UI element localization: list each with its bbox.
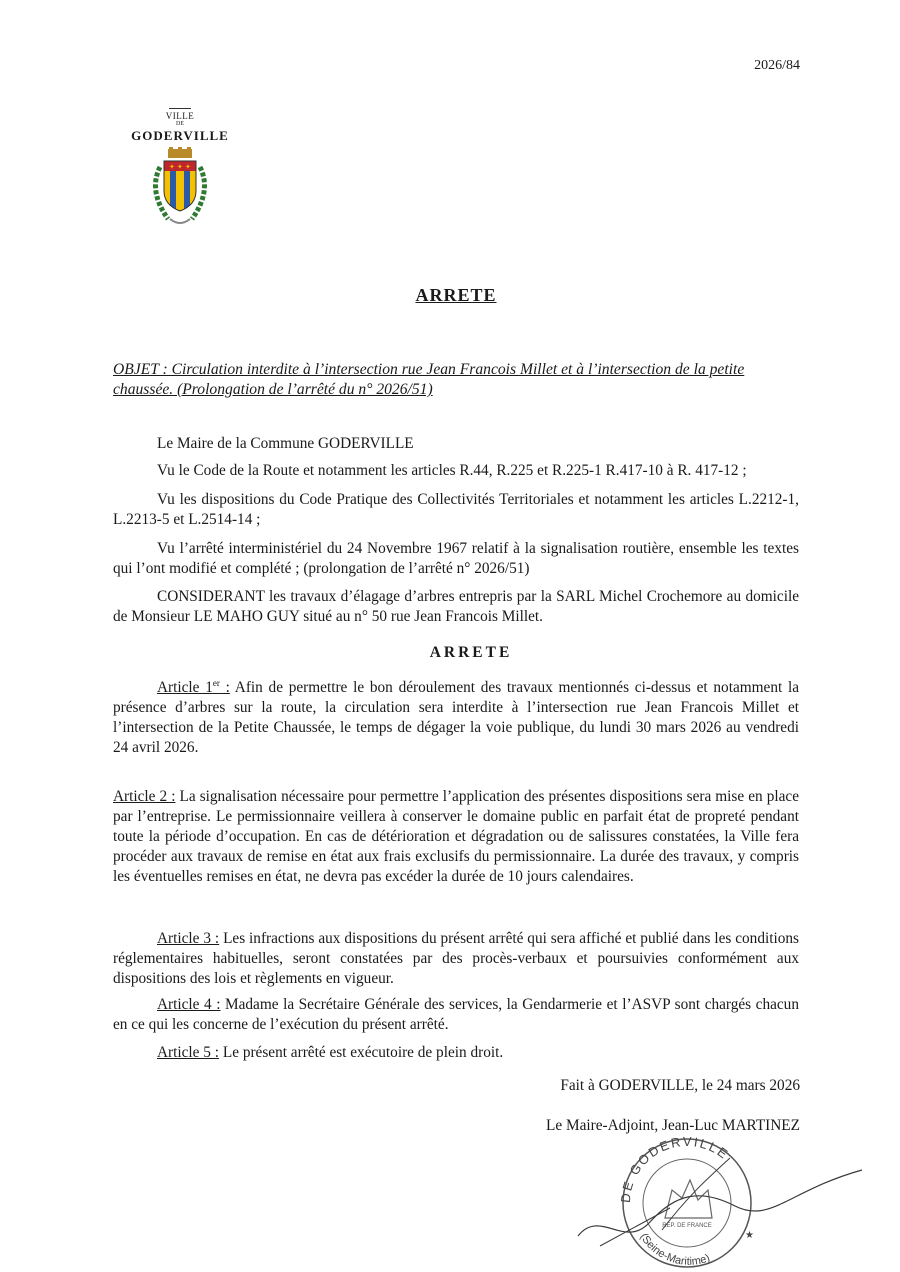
article-label: Article 1er :: [157, 678, 230, 697]
svg-text:✦: ✦: [185, 163, 191, 171]
stamp-inner-ring: [643, 1159, 731, 1247]
article-label: Article 2 :: [113, 788, 176, 805]
article-label: Article 5 :: [157, 1044, 220, 1061]
logo-town-name: GODERVILLE: [131, 128, 229, 143]
article-label: Article 4 :: [157, 996, 221, 1013]
article-5: [113, 1043, 799, 1063]
article-1: [113, 673, 799, 758]
document-subject: OBJET : Circulation interdite à l’intersection rue Jean Francois Millet et à l’intersection de la petite chaussée. (Prolongation de l’arrêté du n° 2026/51): [113, 361, 745, 398]
town-logo: [120, 108, 240, 233]
coat-of-arms-icon: [142, 147, 218, 229]
logo-ville-text: VILLE: [165, 111, 195, 121]
stamp-center-text: REP. DE FRANCE: [662, 1223, 712, 1229]
logo-divider: [169, 108, 191, 109]
article-3: [113, 929, 799, 989]
intro-paragraph: CONSIDERANT les travaux d’élagage d’arbres entrepris par la SARL Michel Crochemore au domicile de Monsieur LE MAHO GUY situé au n° 50 rue Jean Francois Millet.: [113, 588, 799, 625]
stamp-top-text: DE GODERVILLE: [617, 1133, 732, 1204]
page-title: ARRETE: [415, 285, 497, 305]
article-text: Afin de permettre le bon déroulement des travaux mentionnés ci-dessus et notamment la présence d’arbres sur la route, la circulation sera interdite à l’intersection rue Jean Francois Millet et l’intersection de la Petite Chaussée, le temps de dégager la voie publique, du lundi 30 mars 2026 au vendredi 24 avril 2026.: [113, 679, 799, 757]
intro-paragraph: Vu le Code de la Route et notamment les articles R.44, R.225 et R.225-1 R.417-10 à R. 417-12 ;: [157, 462, 747, 479]
document-reference: 2026/84: [754, 58, 800, 73]
official-stamp: [570, 1118, 870, 1268]
article-label: Article 3 :: [157, 930, 220, 947]
article-text: Le présent arrêté est exécutoire de plein droit.: [219, 1044, 504, 1061]
article-text: La signalisation nécessaire pour permettre l’application des présentes dispositions sera mise en place par l’entreprise. Le permissionnaire veillera à conserver le domaine public en parfait état de propreté pendant toute la période d’occupation. En cas de détérioration et dégradation ou de salissures constatées, la Ville fera procéder aux travaux de remise en état aux frais exclusifs du permissionnaire. La durée des travaux, y compris les éventuelles remises en état, ne devra pas excéder la durée de 10 jours calendaires.: [113, 788, 799, 885]
signature: [578, 1170, 862, 1236]
intro-paragraph: Le Maire de la Commune GODERVILLE: [157, 435, 414, 452]
logo-de-text: DE: [176, 121, 184, 127]
section-title: ARRETE: [429, 644, 513, 661]
place-date: Fait à GODERVILLE, le 24 mars 2026: [560, 1077, 800, 1094]
intro-paragraph: Vu les dispositions du Code Pratique des Collectivités Territoriales et notamment les articles L.2212-1, L.2213-5 et L.2514-14 ;: [113, 491, 799, 528]
article-text: Madame la Secrétaire Générale des services, la Gendarmerie et l’ASVP sont chargés chacun en ce qui les concerne de l’exécution du présent arrêté.: [113, 996, 799, 1033]
article-4: [113, 995, 799, 1035]
star-icon: ★: [745, 1230, 754, 1241]
svg-text:✦: ✦: [169, 163, 175, 171]
intro-paragraph: Vu l’arrêté interministériel du 24 Novembre 1967 relatif à la signalisation routière, ensemble les textes qui l’ont modifié et complété ; (prolongation de l’arrêté n° 2026/51): [113, 540, 799, 577]
article-2: [113, 787, 799, 887]
svg-text:✦: ✦: [177, 163, 183, 171]
article-text: Les infractions aux dispositions du présent arrêté qui sera affiché et publié dans les conditions réglementaires habituelles, seront constatées par des procès-verbaux et poursuivies conformément aux dispositions des lois et règlements en vigueur.: [113, 930, 799, 987]
signatory: Le Maire-Adjoint, Jean-Luc MARTINEZ: [546, 1117, 800, 1134]
stamp-bottom-text: (Seine-Maritime): [637, 1231, 712, 1268]
